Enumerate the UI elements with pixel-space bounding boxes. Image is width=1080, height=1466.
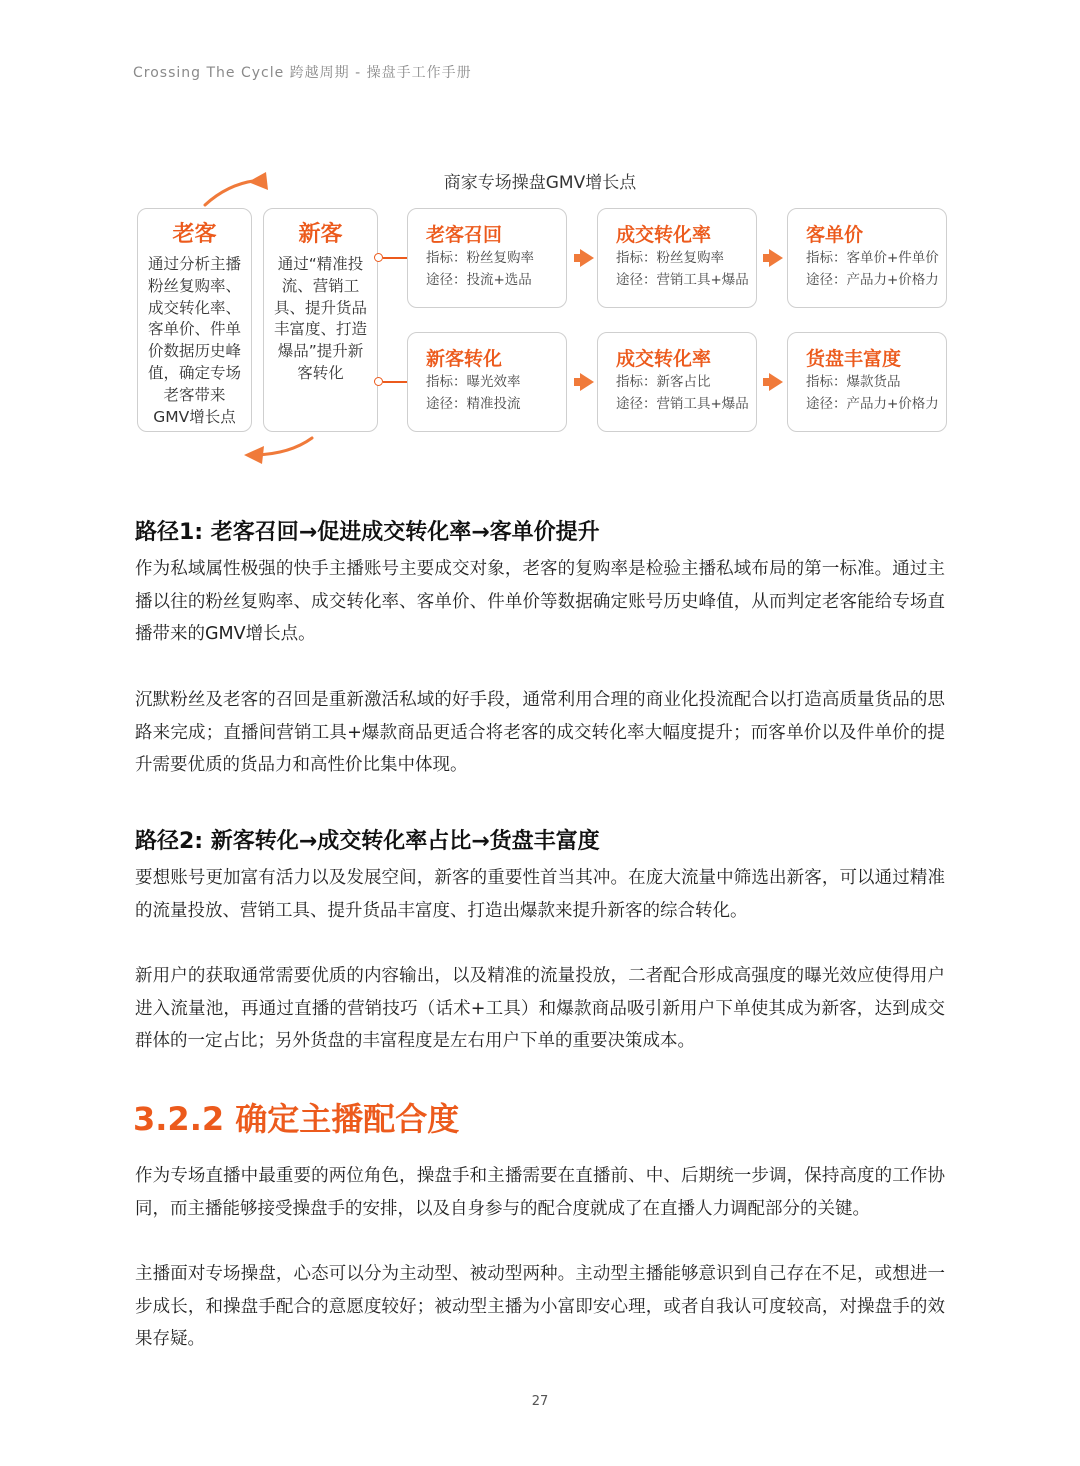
row1-box-3 [787,208,947,308]
section-title: 3.2.2 确定主播配合度 [133,1100,460,1138]
connector-line-row2 [383,381,407,383]
row2-box-3-metric: 指标：爆款货品 [806,374,901,390]
row1-box-2-title: 成交转化率 [616,224,712,246]
row2-box-2 [597,332,757,432]
row1-box-1-path: 途径：投流+选品 [426,272,532,288]
cycle-arrow-bottom-head [244,446,264,464]
arrow-right-icon [769,373,783,391]
page-number: 27 [531,1394,549,1409]
row1-box-2 [597,208,757,308]
old-customer-text: 通过分析主播 粉丝复购率、 成交转化率、 客单价、件单 价数据历史峰 值，确定专场 老客带来 GMV增长点 [147,255,241,426]
row2-box-2-metric: 指标：新客占比 [616,374,711,390]
row2-box-1-path: 途径：精准投流 [426,396,521,412]
row1-box-2-path: 途径：营销工具+爆品 [616,272,749,288]
path1-paragraph-1: 作为私域属性极强的快手主播账号主要成交对象，老客的复购率是检验主播私域布局的第一标准。通过主播以往的粉丝复购率、成交转化率、客单价、件单价等数据确定账号历史峰值，从而判定老客能给专场直播带来的GMV增长点。 [135,559,945,644]
arrow-right-icon [580,249,594,267]
path1-paragraph-2: 沉默粉丝及老客的召回是重新激活私域的好手段，通常利用合理的商业化投流配合以打造高质量货品的思路来完成；直播间营销工具+爆款商品更适合将老客的成交转化率大幅度提升；而客单价以及件单价的提升需要优质的货品力和高性价比集中体现。 [135,690,945,775]
diagram-title: 商家专场操盘GMV增长点 [443,173,637,193]
connector-line-row1 [383,257,407,259]
new-customer-box [263,208,378,432]
section-paragraph-2: 主播面对专场操盘，心态可以分为主动型、被动型两种。主动型主播能够意识到自己存在不足，或想进一步成长，和操盘手配合的意愿度较好；被动型主播为小富即安心理，或者自我认可度较高，对操盘手的效果存疑。 [135,1264,945,1349]
path2-heading: 路径2: 新客转化→成交转化率占比→货盘丰富度 [135,829,600,854]
path2-paragraph-2: 新用户的获取通常需要优质的内容输出，以及精准的流量投放，二者配合形成高强度的曝光效应使得用户进入流量池，再通过直播的营销技巧（话术+工具）和爆款商品吸引新用户下单使其成为新客，达到成交群体的一定占比；另外货盘的丰富程度是左右用户下单的重要决策成本。 [135,966,945,1051]
row1-box-1-title: 老客召回 [426,224,503,246]
new-customer-text: 通过“精准投 流、营销工 具、提升货品 丰富度、打造 爆品”提升新 客转化 [273,255,367,382]
row2-box-2-path: 途径：营销工具+爆品 [616,396,749,412]
arrow-right-icon [580,373,594,391]
row1-box-1 [407,208,567,308]
row1-box-3-title: 客单价 [806,224,864,246]
path2-paragraph-1: 要想账号更加富有活力以及发展空间，新客的重要性首当其冲。在庞大流量中筛选出新客，可以通过精准的流量投放、营销工具、提升货品丰富度、打造出爆款来提升新客的综合转化。 [135,868,945,921]
new-customer-title: 新客 [298,222,343,247]
running-header: Crossing The Cycle 跨越周期 - 操盘手工作手册 [133,65,472,81]
row2-box-3 [787,332,947,432]
row1-box-1-metric: 指标：粉丝复购率 [426,250,534,266]
row1-box-3-path: 途径：产品力+价格力 [806,272,939,288]
row2-box-1-metric: 指标：曝光效率 [426,374,521,390]
row2-box-3-path: 途径：产品力+价格力 [806,396,939,412]
row1-box-3-metric: 指标：客单价+件单价 [806,250,939,266]
path1-heading: 路径1: 老客召回→促进成交转化率→客单价提升 [135,520,600,545]
cycle-arrow-top-head [248,172,268,190]
row2-box-3-title: 货盘丰富度 [806,348,902,370]
row2-box-2-title: 成交转化率 [616,348,712,370]
row2-box-1 [407,332,567,432]
section-paragraph-1: 作为专场直播中最重要的两位角色，操盘手和主播需要在直播前、中、后期统一步调，保持高度的工作协同，而主播能够接受操盘手的安排，以及自身参与的配合度就成了在直播人力调配部分的关键。 [135,1166,945,1219]
connector-dot-row2 [374,377,383,386]
arrow-right-icon [769,249,783,267]
row2-box-1-title: 新客转化 [426,348,503,370]
row1-box-2-metric: 指标：粉丝复购率 [616,250,724,266]
connector-dot-row1 [374,253,383,262]
old-customer-title: 老客 [172,222,217,247]
old-customer-box [137,208,252,432]
